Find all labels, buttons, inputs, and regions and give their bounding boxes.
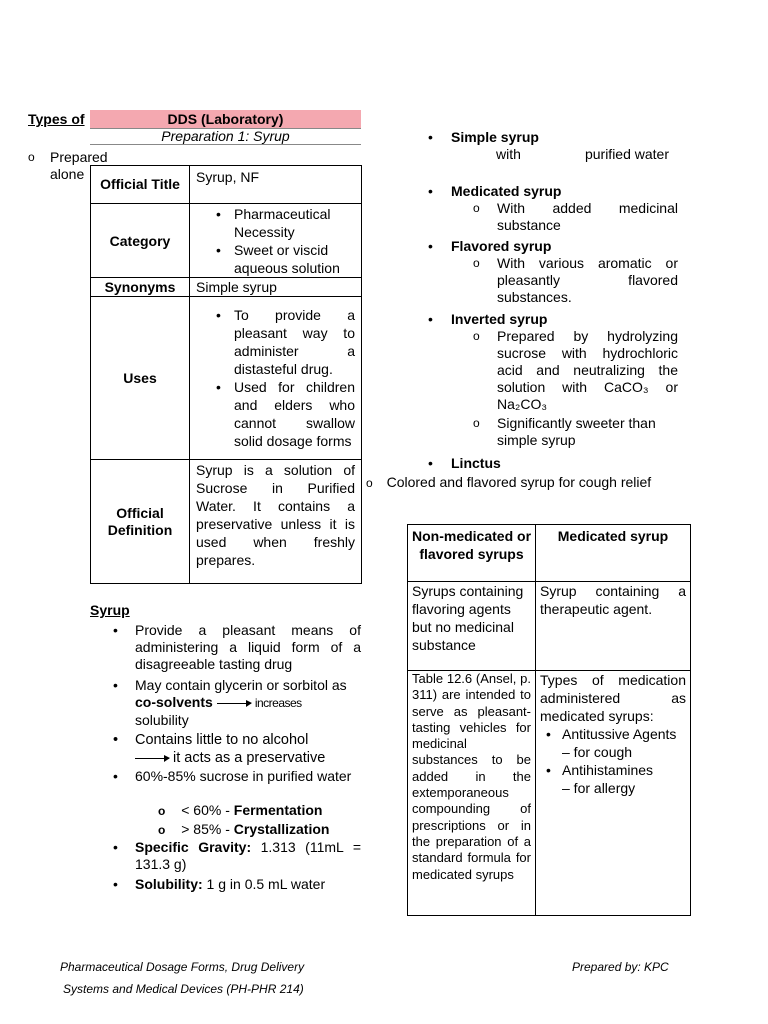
- bullet-icon: •: [113, 677, 118, 693]
- type-label: Simple syrup: [451, 129, 539, 145]
- arrow-right-icon: [217, 703, 251, 704]
- open-bullet-icon: o: [28, 150, 35, 164]
- syrup-bullet-1: [113, 622, 361, 673]
- type-sub: Significantly sweeter than simple syrup: [497, 415, 656, 448]
- linctus-description: o Colored and flavored syrup for cough relief: [366, 474, 652, 490]
- comparison-cell: Table 12.6 (Ansel, p. 311) are intended to serve as pleasant-tasting vehicles for medicinal substances to be added in the extemporaneous compounding of prescriptions or in the preparation of a standard formula for medicated syrups: [408, 671, 536, 916]
- bullet-icon: •: [428, 455, 433, 471]
- synonyms-value: Simple syrup: [190, 278, 362, 297]
- type-linctus: [428, 455, 678, 472]
- alone-text: alone: [50, 166, 85, 182]
- page-title: DDS (Laboratory): [90, 110, 361, 129]
- syrup-info-table: [90, 165, 362, 584]
- comparison-header-1: Non-medicated or flavored syrups: [408, 525, 536, 582]
- category-item: • Sweet or viscid aqueous solution: [190, 241, 361, 277]
- bullet-icon: •: [113, 839, 118, 855]
- page-subtitle: Preparation 1: Syrup: [90, 128, 361, 145]
- syrup-bullet-2: [113, 677, 361, 729]
- open-bullet-icon: o: [158, 823, 166, 837]
- bullet-icon: •: [113, 876, 118, 892]
- footer-course: Pharmaceutical Dosage Forms, Drug Delivery Systems and Medical Devices (PH-PHR 214): [60, 960, 305, 996]
- type-label: Flavored syrup: [451, 238, 552, 254]
- type-label: Inverted syrup: [451, 311, 548, 327]
- syrup-bullet-text: May contain glycerin or sorbitol as co-solvents increases solubility: [135, 677, 347, 728]
- syrup-heading: Syrup: [90, 602, 130, 618]
- open-bullet-icon: o: [473, 256, 480, 270]
- comparison-cell: Syrup containing a therapeutic agent.: [536, 582, 691, 671]
- bullet-icon: •: [546, 762, 551, 778]
- medication-types-intro: Types of medication administered as medicated syrups:: [540, 672, 686, 724]
- open-bullet-icon: o: [473, 329, 480, 343]
- type-sub: With various aromatic or pleasantly flavored substances.: [497, 255, 678, 305]
- types-of-heading: Types of: [28, 111, 85, 127]
- bullet-icon: •: [428, 183, 433, 199]
- comparison-cell: Syrups containing flavoring agents but no medicinal substance: [408, 582, 536, 671]
- uses-item: • Used for children and elders who cannot swallow solid dosage forms: [190, 378, 361, 450]
- uses-label: Uses: [91, 297, 190, 460]
- syrup-bullet-text: Specific Gravity: 1.313 (11mL = 131.3 g): [135, 839, 361, 872]
- definition-label: Official Definition: [91, 460, 190, 584]
- open-bullet-icon: o: [366, 476, 373, 490]
- bullet-icon: •: [546, 726, 551, 742]
- bullet-icon: •: [113, 768, 118, 784]
- bullet-icon: •: [428, 311, 433, 327]
- syrup-bullet-text: Solubility: 1 g in 0.5 mL water: [135, 876, 326, 892]
- comparison-header-2: Medicated syrup: [536, 525, 691, 582]
- type-sub: Prepared by hydrolyzing sucrose with hydrochloric acid and neutralizing the solution with CaCO₃ or Na₂CO₃: [497, 328, 678, 412]
- open-bullet-icon: o: [473, 416, 480, 430]
- open-bullet-icon: o: [473, 201, 480, 215]
- category-item: • Pharmaceutical Necessity: [190, 205, 361, 241]
- type-inverted: [428, 311, 678, 449]
- synonyms-label: Synonyms: [91, 278, 190, 297]
- syrup-bullet-5: [113, 839, 361, 873]
- bullet-icon: •: [428, 238, 433, 254]
- type-simple-sub: with purified water: [496, 146, 669, 162]
- bullet-icon: •: [113, 622, 118, 638]
- syrup-sub-2: o > 85% - Crystallization: [158, 821, 330, 837]
- syrup-comparison-table: [407, 524, 691, 916]
- syrup-bullet-text: 60%-85% sucrose in purified water: [135, 768, 352, 784]
- uses-value: [190, 297, 362, 460]
- medication-type-item: • Antihistamines – for allergy: [546, 762, 654, 796]
- prepared-text: Prepared: [50, 149, 108, 165]
- arrow-right-icon: [135, 758, 169, 759]
- type-flavored: [428, 238, 678, 306]
- type-simple: [428, 129, 678, 163]
- official-title-label: Official Title: [91, 166, 190, 204]
- bullet-icon: •: [428, 129, 433, 145]
- official-title-value: Syrup, NF: [190, 166, 362, 204]
- medication-type-item: • Antitussive Agents – for cough: [546, 726, 677, 760]
- syrup-bullet-text: Contains little to no alcohol it acts as a preservative: [135, 732, 326, 766]
- type-medicated: [428, 183, 678, 234]
- bullet-icon: •: [113, 732, 119, 748]
- syrup-sub-1: o < 60% - Fermentation: [158, 802, 323, 818]
- category-value: [190, 204, 362, 278]
- syrup-bullet-4: [113, 768, 361, 785]
- footer-author: Prepared by: KPC: [572, 960, 669, 974]
- definition-value: Syrup is a solution of Sucrose in Purified Water. It contains a preservative unless it is used when freshly prepares.: [190, 460, 362, 584]
- type-label: Medicated syrup: [451, 183, 562, 199]
- type-label: Linctus: [451, 455, 501, 471]
- syrup-bullet-6: [113, 876, 361, 893]
- syrup-bullet-3: [113, 731, 363, 767]
- uses-item: • To provide a pleasant way to administer a distasteful drug.: [190, 306, 361, 378]
- type-sub: With added medicinal substance: [497, 200, 678, 233]
- open-bullet-icon: o: [158, 804, 166, 818]
- comparison-cell: [536, 671, 691, 916]
- syrup-bullet-text: Provide a pleasant means of administering a liquid form of a disagreeable tasting drug: [135, 622, 361, 672]
- category-label: Category: [91, 204, 190, 278]
